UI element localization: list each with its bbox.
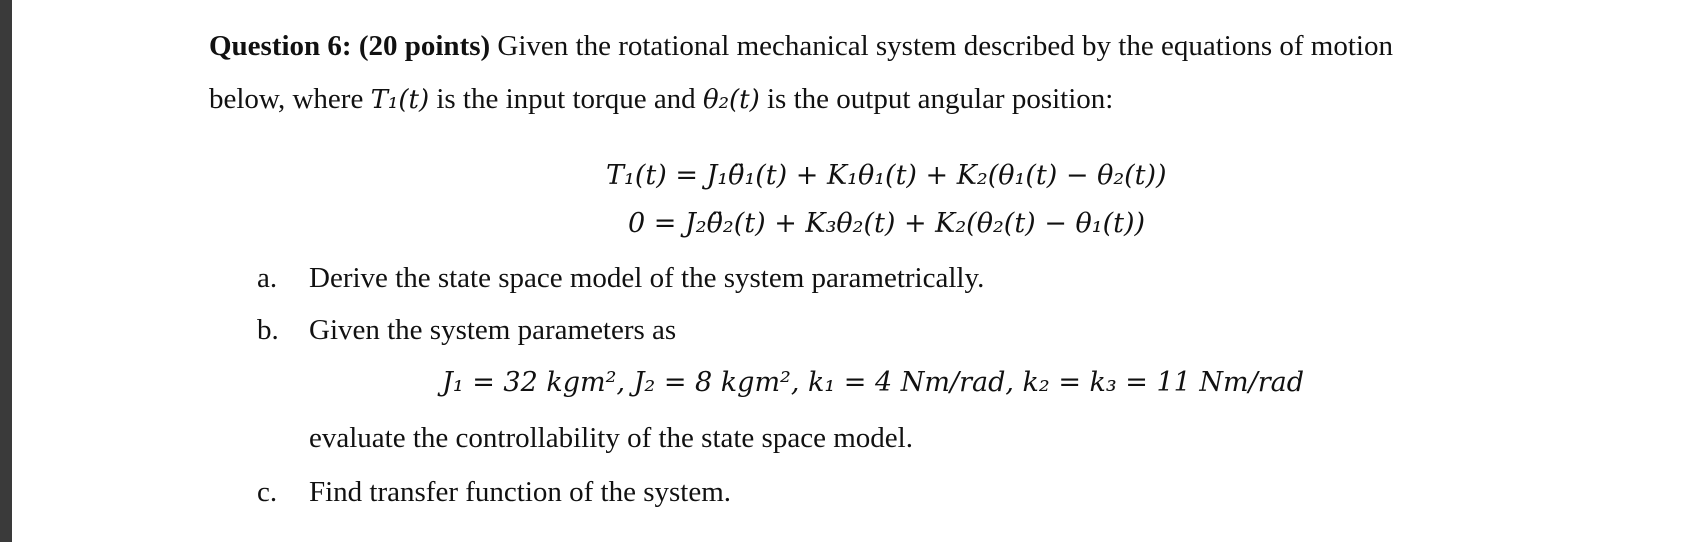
item-b-text: Given the system parameters as — [309, 314, 677, 346]
question-line2-middle: is the input torque and — [429, 83, 703, 115]
question-line-2 — [209, 82, 1113, 117]
input-torque-symbol: T₁(t) — [370, 85, 430, 115]
equation-of-motion-2: 0 = J₂θ̈₂(t) + K₃θ₂(t) + K₂(θ₂(t) − θ₁(t)) — [628, 208, 1146, 239]
system-parameters: J₁ = 32 kgm², J₂ = 8 kgm², k₁ = 4 Nm/rad, k₂ = k₃ = 11 Nm/rad — [442, 367, 1305, 398]
item-b-continuation: evaluate the controllability of the state space model. — [309, 422, 913, 454]
item-c-text: Find transfer function of the system. — [309, 476, 732, 508]
item-b-letter: b. — [257, 314, 279, 346]
item-c-letter: c. — [257, 476, 278, 508]
question-heading: Question 6: (20 points) — [209, 30, 491, 62]
question-line2-suffix: is the output angular position: — [759, 83, 1114, 115]
question-line2-prefix: below, where — [209, 83, 371, 115]
output-angle-symbol: θ₂(t) — [702, 85, 760, 115]
question-line-1 — [209, 29, 1393, 63]
question-intro: Given the rotational mechanical system described by the equations of motion — [490, 30, 1393, 62]
item-a-text: Derive the state space model of the system parametrically. — [309, 262, 985, 294]
item-a-letter: a. — [257, 262, 278, 294]
equation-of-motion-1: T₁(t) = J₁θ̈₁(t) + K₁θ₁(t) + K₂(θ₁(t) − θ₂(t)) — [606, 160, 1167, 191]
